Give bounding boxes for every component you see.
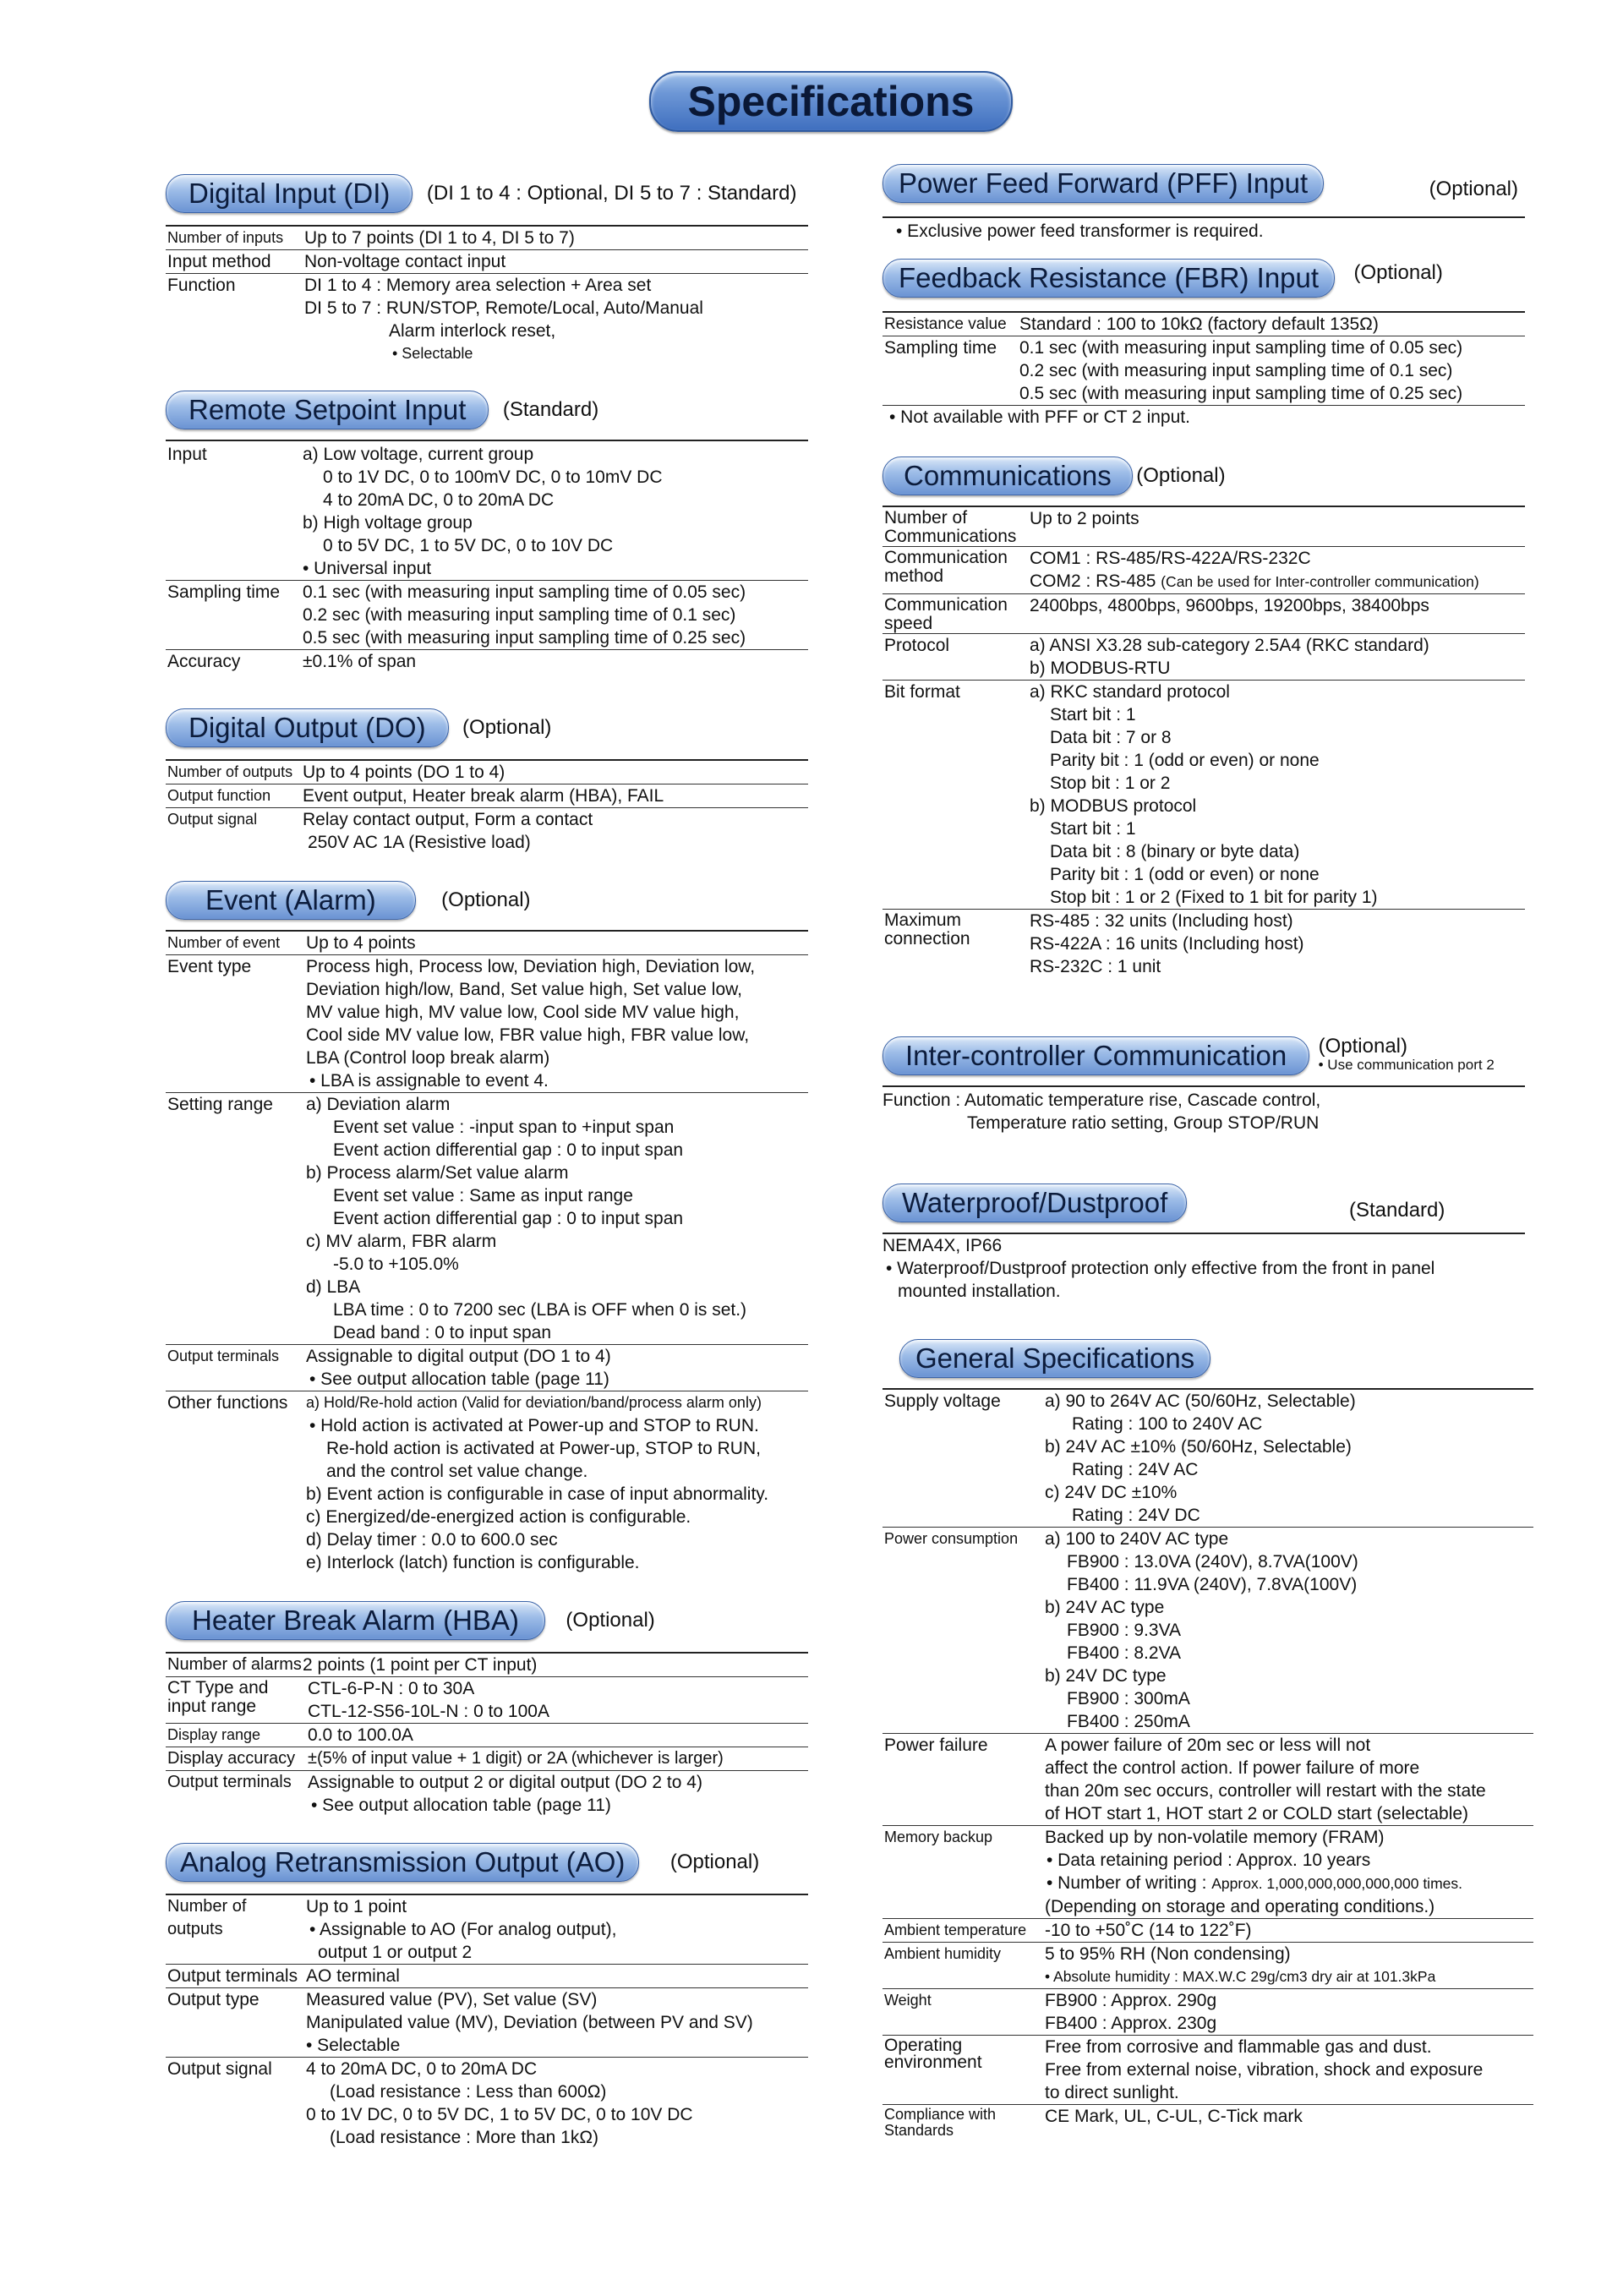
spec-label: Output type bbox=[167, 1990, 260, 2009]
spec-value: RS-485 : 32 units (Including host) bbox=[1030, 911, 1293, 931]
spec-label: CT Type and input range bbox=[167, 1678, 269, 1716]
spec-value: to direct sunlight. bbox=[1045, 2083, 1179, 2102]
spec-label: Ambient humidity bbox=[884, 1945, 1002, 1962]
spec-value: RS-232C : 1 unit bbox=[1030, 957, 1161, 976]
spec-value: 0 to 5V DC, 1 to 5V DC, 0 to 10V DC bbox=[323, 536, 614, 555]
spec-value: • Assignable to AO (For analog output), bbox=[309, 1920, 617, 1939]
spec-value: Alarm interlock reset, bbox=[389, 321, 556, 341]
spec-label: Number of inputs bbox=[167, 229, 284, 246]
spec-value: d) LBA bbox=[306, 1277, 361, 1297]
spec-value: Deviation high/low, Band, Set value high, Set value low, bbox=[306, 980, 742, 999]
spec-value: c) MV alarm, FBR alarm bbox=[306, 1232, 497, 1251]
spec-table bbox=[883, 1085, 1525, 1134]
section-general-specs bbox=[883, 1339, 1533, 2139]
spec-value: Assignable to digital output (DO 1 to 4) bbox=[306, 1347, 611, 1366]
spec-value: FB900 : 300mA bbox=[1067, 1689, 1190, 1708]
spec-value: e) Interlock (latch) function is configurable. bbox=[306, 1553, 640, 1572]
spec-label: Display range bbox=[167, 1726, 261, 1743]
spec-value: LBA time : 0 to 7200 sec (LBA is OFF when 0 is set.) bbox=[333, 1300, 747, 1320]
spec-note: • Absolute humidity : MAX.W.C 29g/cm3 dry air at 101.3kPa bbox=[1045, 1968, 1436, 1985]
spec-label: Setting range bbox=[167, 1095, 273, 1114]
spec-value: RS-422A : 16 units (Including host) bbox=[1030, 934, 1304, 954]
spec-label: Sampling time bbox=[884, 338, 997, 358]
spec-label: Output function bbox=[167, 787, 271, 804]
spec-value: 0.5 sec (with measuring input sampling time of 0.25 sec) bbox=[303, 628, 746, 648]
spec-value: Event action differential gap : 0 to input span bbox=[333, 1209, 684, 1228]
spec-value: b) 24V AC type bbox=[1045, 1598, 1165, 1617]
spec-value: Up to 7 points (DI 1 to 4, DI 5 to 7) bbox=[304, 228, 575, 248]
spec-value: Start bit : 1 bbox=[1050, 819, 1136, 839]
spec-label: Sampling time bbox=[167, 582, 281, 602]
spec-label: Power failure bbox=[884, 1736, 988, 1755]
spec-value: c) 24V DC ±10% bbox=[1045, 1483, 1178, 1502]
spec-value: CTL-6-P-N : 0 to 30A bbox=[308, 1679, 475, 1698]
section-subnote: • Use communication port 2 bbox=[1318, 1057, 1495, 1073]
spec-value: Data bit : 8 (binary or byte data) bbox=[1050, 842, 1300, 861]
spec-value: (Load resistance : More than 1kΩ) bbox=[330, 2128, 599, 2147]
spec-value: Process high, Process low, Deviation high, Deviation low, bbox=[306, 957, 756, 976]
spec-label: Weight bbox=[884, 1992, 932, 2009]
section-event-alarm bbox=[166, 881, 808, 1574]
spec-value: b) Event action is configurable in case of input abnormality. bbox=[306, 1484, 769, 1504]
section-heater-break-alarm bbox=[166, 1601, 808, 1817]
spec-value: b) MODBUS protocol bbox=[1030, 796, 1197, 816]
spec-value: b) 24V DC type bbox=[1045, 1666, 1167, 1686]
section-communications bbox=[883, 456, 1525, 978]
section-note: (DI 1 to 4 : Optional, DI 5 to 7 : Standard) bbox=[426, 182, 797, 205]
section-heading: Analog Retransmission Output (AO) bbox=[166, 1843, 639, 1882]
spec-value: than 20m sec occurs, controller will restart with the state bbox=[1045, 1781, 1486, 1801]
section-heading: General Specifications bbox=[899, 1339, 1210, 1378]
spec-value: -10 to +50˚C (14 to 122˚F) bbox=[1045, 1921, 1252, 1940]
section-note: (Standard) bbox=[1349, 1199, 1445, 1222]
spec-value: Approx. 1,000,000,000,000,000 times. bbox=[1211, 1875, 1462, 1892]
spec-value: Measured value (PV), Set value (SV) bbox=[306, 1990, 598, 2009]
spec-value: • Waterproof/Dustproof protection only effective from the front in panel bbox=[886, 1259, 1435, 1278]
spec-value: a) 100 to 240V AC type bbox=[1045, 1529, 1229, 1549]
spec-value: • See output allocation table (page 11) bbox=[309, 1369, 609, 1389]
spec-value: • Hold action is activated at Power-up and STOP to RUN. bbox=[309, 1416, 759, 1435]
section-note: (Optional) bbox=[1318, 1035, 1407, 1058]
spec-label: Communication method bbox=[884, 548, 1008, 586]
spec-label: Supply voltage bbox=[884, 1391, 1001, 1411]
spec-value: Stop bit : 1 or 2 (Fixed to 1 bit for parity 1) bbox=[1050, 888, 1378, 907]
spec-value: Up to 4 points bbox=[306, 933, 416, 953]
spec-label: Accuracy bbox=[167, 652, 241, 671]
spec-table bbox=[166, 225, 808, 365]
spec-value: Manipulated value (MV), Deviation (between PV and SV) bbox=[306, 2013, 753, 2032]
spec-value: Backed up by non-volatile memory (FRAM) bbox=[1045, 1828, 1385, 1847]
spec-value: b) High voltage group bbox=[303, 513, 473, 533]
section-heading: Power Feed Forward (PFF) Input bbox=[883, 164, 1324, 203]
spec-value: Event output, Heater break alarm (HBA), FAIL bbox=[303, 786, 664, 806]
spec-value: Dead band : 0 to input span bbox=[333, 1323, 552, 1342]
spec-value: d) Delay timer : 0.0 to 600.0 sec bbox=[306, 1530, 558, 1550]
spec-value: Relay contact output, Form a contact bbox=[303, 810, 593, 829]
spec-value: • Selectable bbox=[306, 2036, 401, 2055]
section-heading: Communications bbox=[883, 456, 1133, 495]
section-heading: Inter-controller Communication bbox=[883, 1036, 1309, 1075]
spec-value: ±0.1% of span bbox=[303, 652, 417, 671]
spec-table bbox=[883, 1233, 1525, 1303]
spec-label: Protocol bbox=[884, 636, 950, 655]
spec-value: • Exclusive power feed transformer is required. bbox=[896, 221, 1264, 241]
spec-label: Output signal bbox=[167, 811, 258, 828]
spec-value: a) RKC standard protocol bbox=[1030, 682, 1230, 702]
spec-label: Power consumption bbox=[884, 1530, 1019, 1547]
spec-label: Compliance with Standards bbox=[884, 2106, 997, 2139]
spec-label: Display accuracy bbox=[167, 1749, 296, 1768]
spec-value: c) Energized/de-energized action is configurable. bbox=[306, 1507, 691, 1527]
spec-label: Input method bbox=[167, 252, 271, 271]
spec-value: 0.2 sec (with measuring input sampling time of 0.1 sec) bbox=[303, 605, 736, 625]
section-heading: Remote Setpoint Input bbox=[166, 391, 489, 429]
spec-value: • Universal input bbox=[303, 559, 432, 578]
section-remote-setpoint bbox=[166, 391, 808, 673]
spec-label: Number of outputs bbox=[167, 763, 293, 780]
spec-label: Resistance value bbox=[884, 315, 1007, 333]
spec-value: 0.1 sec (with measuring input sampling time of 0.05 sec) bbox=[1019, 338, 1463, 358]
spec-label: Bit format bbox=[884, 682, 960, 702]
section-waterproof bbox=[883, 1184, 1525, 1303]
spec-value: FB900 : 13.0VA (240V), 8.7VA(100V) bbox=[1067, 1552, 1358, 1572]
section-inter-controller bbox=[883, 1036, 1525, 1134]
spec-value: Non-voltage contact input bbox=[304, 252, 506, 271]
section-note: (Optional) bbox=[462, 716, 552, 739]
spec-value: Rating : 24V AC bbox=[1072, 1460, 1199, 1479]
spec-table bbox=[166, 930, 808, 1574]
spec-table bbox=[166, 1894, 808, 2149]
spec-value: b) 24V AC ±10% (50/60Hz, Selectable) bbox=[1045, 1437, 1352, 1457]
spec-note: (Can be used for Inter-controller communication) bbox=[1161, 573, 1479, 590]
spec-value: Event set value : Same as input range bbox=[333, 1186, 633, 1205]
spec-value: • LBA is assignable to event 4. bbox=[309, 1071, 549, 1091]
spec-value: 0.0 to 100.0A bbox=[308, 1725, 413, 1745]
spec-value: Up to 4 points (DO 1 to 4) bbox=[303, 763, 505, 782]
spec-value: • See output allocation table (page 11) bbox=[311, 1796, 611, 1815]
spec-label: Number of event bbox=[167, 934, 281, 951]
spec-value: DI 1 to 4 : Memory area selection + Area set bbox=[304, 276, 652, 295]
section-note: (Optional) bbox=[441, 888, 531, 911]
spec-value: Rating : 24V DC bbox=[1072, 1506, 1200, 1525]
spec-value: AO terminal bbox=[306, 1966, 400, 1986]
spec-value: A power failure of 20m sec or less will not bbox=[1045, 1736, 1371, 1755]
spec-value: Event set value : -input span to +input span bbox=[333, 1118, 675, 1137]
spec-value: Re-hold action is activated at Power-up, STOP to RUN, bbox=[326, 1439, 761, 1458]
spec-value: Assignable to output 2 or digital output (DO 2 to 4) bbox=[308, 1773, 702, 1792]
spec-value: • Not available with PFF or CT 2 input. bbox=[889, 407, 1190, 427]
spec-value: 5 to 95% RH (Non condensing) bbox=[1045, 1944, 1291, 1964]
spec-value: COM2 : RS-485 bbox=[1030, 571, 1156, 591]
section-digital-output bbox=[166, 708, 808, 854]
spec-value: a) Hold/Re-hold action (Valid for deviation/band/process alarm only) bbox=[306, 1394, 762, 1411]
section-note: (Optional) bbox=[1136, 464, 1226, 487]
spec-value: mounted installation. bbox=[898, 1282, 1061, 1301]
section-analog-output bbox=[166, 1843, 808, 2149]
spec-table bbox=[166, 759, 808, 854]
spec-value: Cool side MV value low, FBR value high, FBR value low, bbox=[306, 1025, 750, 1045]
spec-value: FB900 : Approx. 290g bbox=[1045, 1991, 1217, 2010]
spec-value: Parity bit : 1 (odd or even) or none bbox=[1050, 751, 1320, 770]
spec-value: FB400 : 11.9VA (240V), 7.8VA(100V) bbox=[1067, 1575, 1358, 1594]
section-heading: Heater Break Alarm (HBA) bbox=[166, 1601, 545, 1640]
spec-value: of HOT start 1, HOT start 2 or COLD start (selectable) bbox=[1045, 1804, 1469, 1823]
spec-label: Other functions bbox=[167, 1393, 288, 1413]
spec-label: Function bbox=[167, 276, 236, 295]
spec-label: Maximum connection bbox=[884, 910, 970, 948]
section-note: (Optional) bbox=[1429, 178, 1518, 200]
spec-value: 4 to 20mA DC, 0 to 20mA DC bbox=[306, 2059, 538, 2079]
spec-value: a) 90 to 264V AC (50/60Hz, Selectable) bbox=[1045, 1391, 1356, 1411]
spec-value: Event action differential gap : 0 to input span bbox=[333, 1140, 684, 1160]
section-heading: Digital Input (DI) bbox=[166, 174, 413, 213]
spec-value: Up to 1 point bbox=[306, 1897, 407, 1916]
spec-label: Event type bbox=[167, 957, 252, 976]
spec-label: Output signal bbox=[167, 2059, 272, 2079]
section-note: (Optional) bbox=[566, 1609, 655, 1632]
section-heading: Waterproof/Dustproof bbox=[883, 1184, 1187, 1222]
spec-label: Output terminals bbox=[167, 1966, 298, 1986]
spec-label: Ambient temperature bbox=[884, 1922, 1027, 1938]
spec-value: ±(5% of input value + 1 digit) or 2A (whichever is larger) bbox=[308, 1749, 724, 1768]
spec-value: Function : Automatic temperature rise, Cascade control, bbox=[883, 1091, 1321, 1110]
spec-value: Standard : 100 to 10kΩ (factory default 135Ω) bbox=[1019, 314, 1379, 334]
spec-label: Output terminals bbox=[167, 1773, 292, 1791]
section-heading: Feedback Resistance (FBR) Input bbox=[883, 259, 1335, 298]
spec-value: FB400 : Approx. 230g bbox=[1045, 2014, 1217, 2033]
spec-label: Operating environment bbox=[884, 2036, 982, 2072]
spec-table bbox=[883, 506, 1525, 978]
spec-label: Memory backup bbox=[884, 1829, 993, 1845]
spec-value: -5.0 to +105.0% bbox=[333, 1255, 459, 1274]
spec-value: Stop bit : 1 or 2 bbox=[1050, 774, 1171, 793]
spec-table bbox=[883, 1388, 1533, 2139]
spec-value: COM1 : RS-485/RS-422A/RS-232C bbox=[1030, 549, 1311, 568]
spec-value: Rating : 100 to 240V AC bbox=[1072, 1414, 1263, 1434]
spec-value: NEMA4X, IP66 bbox=[883, 1236, 1003, 1255]
spec-label: Communication speed bbox=[884, 595, 1008, 633]
spec-value: FB400 : 8.2VA bbox=[1067, 1643, 1182, 1663]
spec-value: • Selectable bbox=[392, 345, 473, 362]
spec-value: 2 points (1 point per CT input) bbox=[303, 1655, 538, 1675]
spec-value: Data bit : 7 or 8 bbox=[1050, 728, 1172, 747]
spec-value: Free from external noise, vibration, shock and exposure bbox=[1045, 2060, 1484, 2080]
spec-table bbox=[883, 216, 1525, 243]
page-title: Specifications bbox=[649, 71, 1013, 132]
spec-value: (Load resistance : Less than 600Ω) bbox=[330, 2082, 607, 2102]
spec-value: 250V AC 1A (Resistive load) bbox=[308, 833, 531, 852]
spec-value: Up to 2 points bbox=[1030, 509, 1139, 528]
spec-value: Parity bit : 1 (odd or even) or none bbox=[1050, 865, 1320, 884]
spec-value: • Data retaining period : Approx. 10 years bbox=[1046, 1850, 1371, 1870]
spec-label: Input bbox=[167, 445, 207, 464]
spec-value: FB900 : 9.3VA bbox=[1067, 1621, 1182, 1640]
spec-value: 2400bps, 4800bps, 9600bps, 19200bps, 38400bps bbox=[1030, 596, 1429, 615]
spec-value: 0.1 sec (with measuring input sampling time of 0.05 sec) bbox=[303, 582, 746, 602]
spec-value: b) Process alarm/Set value alarm bbox=[306, 1163, 569, 1183]
spec-table bbox=[166, 1652, 808, 1817]
spec-label: Output terminals bbox=[167, 1348, 280, 1364]
spec-value: 0 to 1V DC, 0 to 5V DC, 1 to 5V DC, 0 to 10V DC bbox=[306, 2105, 693, 2124]
spec-value: affect the control action. If power failure of more bbox=[1045, 1758, 1420, 1778]
spec-value: a) ANSI X3.28 sub-category 2.5A4 (RKC standard) bbox=[1030, 636, 1429, 655]
section-note: (Standard) bbox=[502, 398, 599, 421]
section-heading: Event (Alarm) bbox=[166, 881, 416, 920]
spec-value: 0.2 sec (with measuring input sampling time of 0.1 sec) bbox=[1019, 361, 1453, 380]
spec-value: DI 5 to 7 : RUN/STOP, Remote/Local, Auto/Manual bbox=[304, 298, 703, 318]
spec-value: b) MODBUS-RTU bbox=[1030, 659, 1171, 678]
spec-label: Number of outputs bbox=[167, 1897, 247, 1938]
spec-table bbox=[883, 311, 1525, 429]
spec-table bbox=[166, 440, 808, 673]
spec-value: and the control set value change. bbox=[326, 1462, 588, 1481]
section-note: (Optional) bbox=[669, 1850, 760, 1873]
spec-value: 0.5 sec (with measuring input sampling time of 0.25 sec) bbox=[1019, 384, 1463, 403]
spec-value: 0 to 1V DC, 0 to 100mV DC, 0 to 10mV DC bbox=[323, 467, 663, 487]
spec-value: FB400 : 250mA bbox=[1067, 1712, 1190, 1731]
spec-value: a) Low voltage, current group bbox=[303, 445, 534, 464]
spec-value: CE Mark, UL, C-UL, C-Tick mark bbox=[1045, 2107, 1303, 2126]
spec-value: MV value high, MV value low, Cool side MV value high, bbox=[306, 1003, 740, 1022]
spec-value: a) Deviation alarm bbox=[306, 1095, 451, 1114]
spec-value: Temperature ratio setting, Group STOP/RUN bbox=[967, 1113, 1320, 1133]
spec-label: Number of alarms bbox=[167, 1655, 302, 1674]
spec-value: (Depending on storage and operating conditions.) bbox=[1045, 1897, 1435, 1916]
spec-value: LBA (Control loop break alarm) bbox=[306, 1048, 550, 1068]
section-digital-input bbox=[166, 174, 808, 365]
section-pff-input bbox=[883, 164, 1525, 243]
spec-value: Start bit : 1 bbox=[1050, 705, 1136, 724]
spec-value: • Number of writing : bbox=[1046, 1873, 1212, 1893]
section-fbr-input bbox=[883, 259, 1525, 429]
spec-label: Number of Communications bbox=[884, 508, 1017, 546]
spec-value: Free from corrosive and flammable gas and dust. bbox=[1045, 2037, 1432, 2057]
spec-value: CTL-12-S56-10L-N : 0 to 100A bbox=[308, 1702, 549, 1721]
section-heading: Digital Output (DO) bbox=[166, 708, 449, 747]
spec-value: output 1 or output 2 bbox=[318, 1943, 473, 1962]
spec-value: 4 to 20mA DC, 0 to 20mA DC bbox=[323, 490, 555, 510]
section-note: (Optional) bbox=[1353, 261, 1443, 284]
